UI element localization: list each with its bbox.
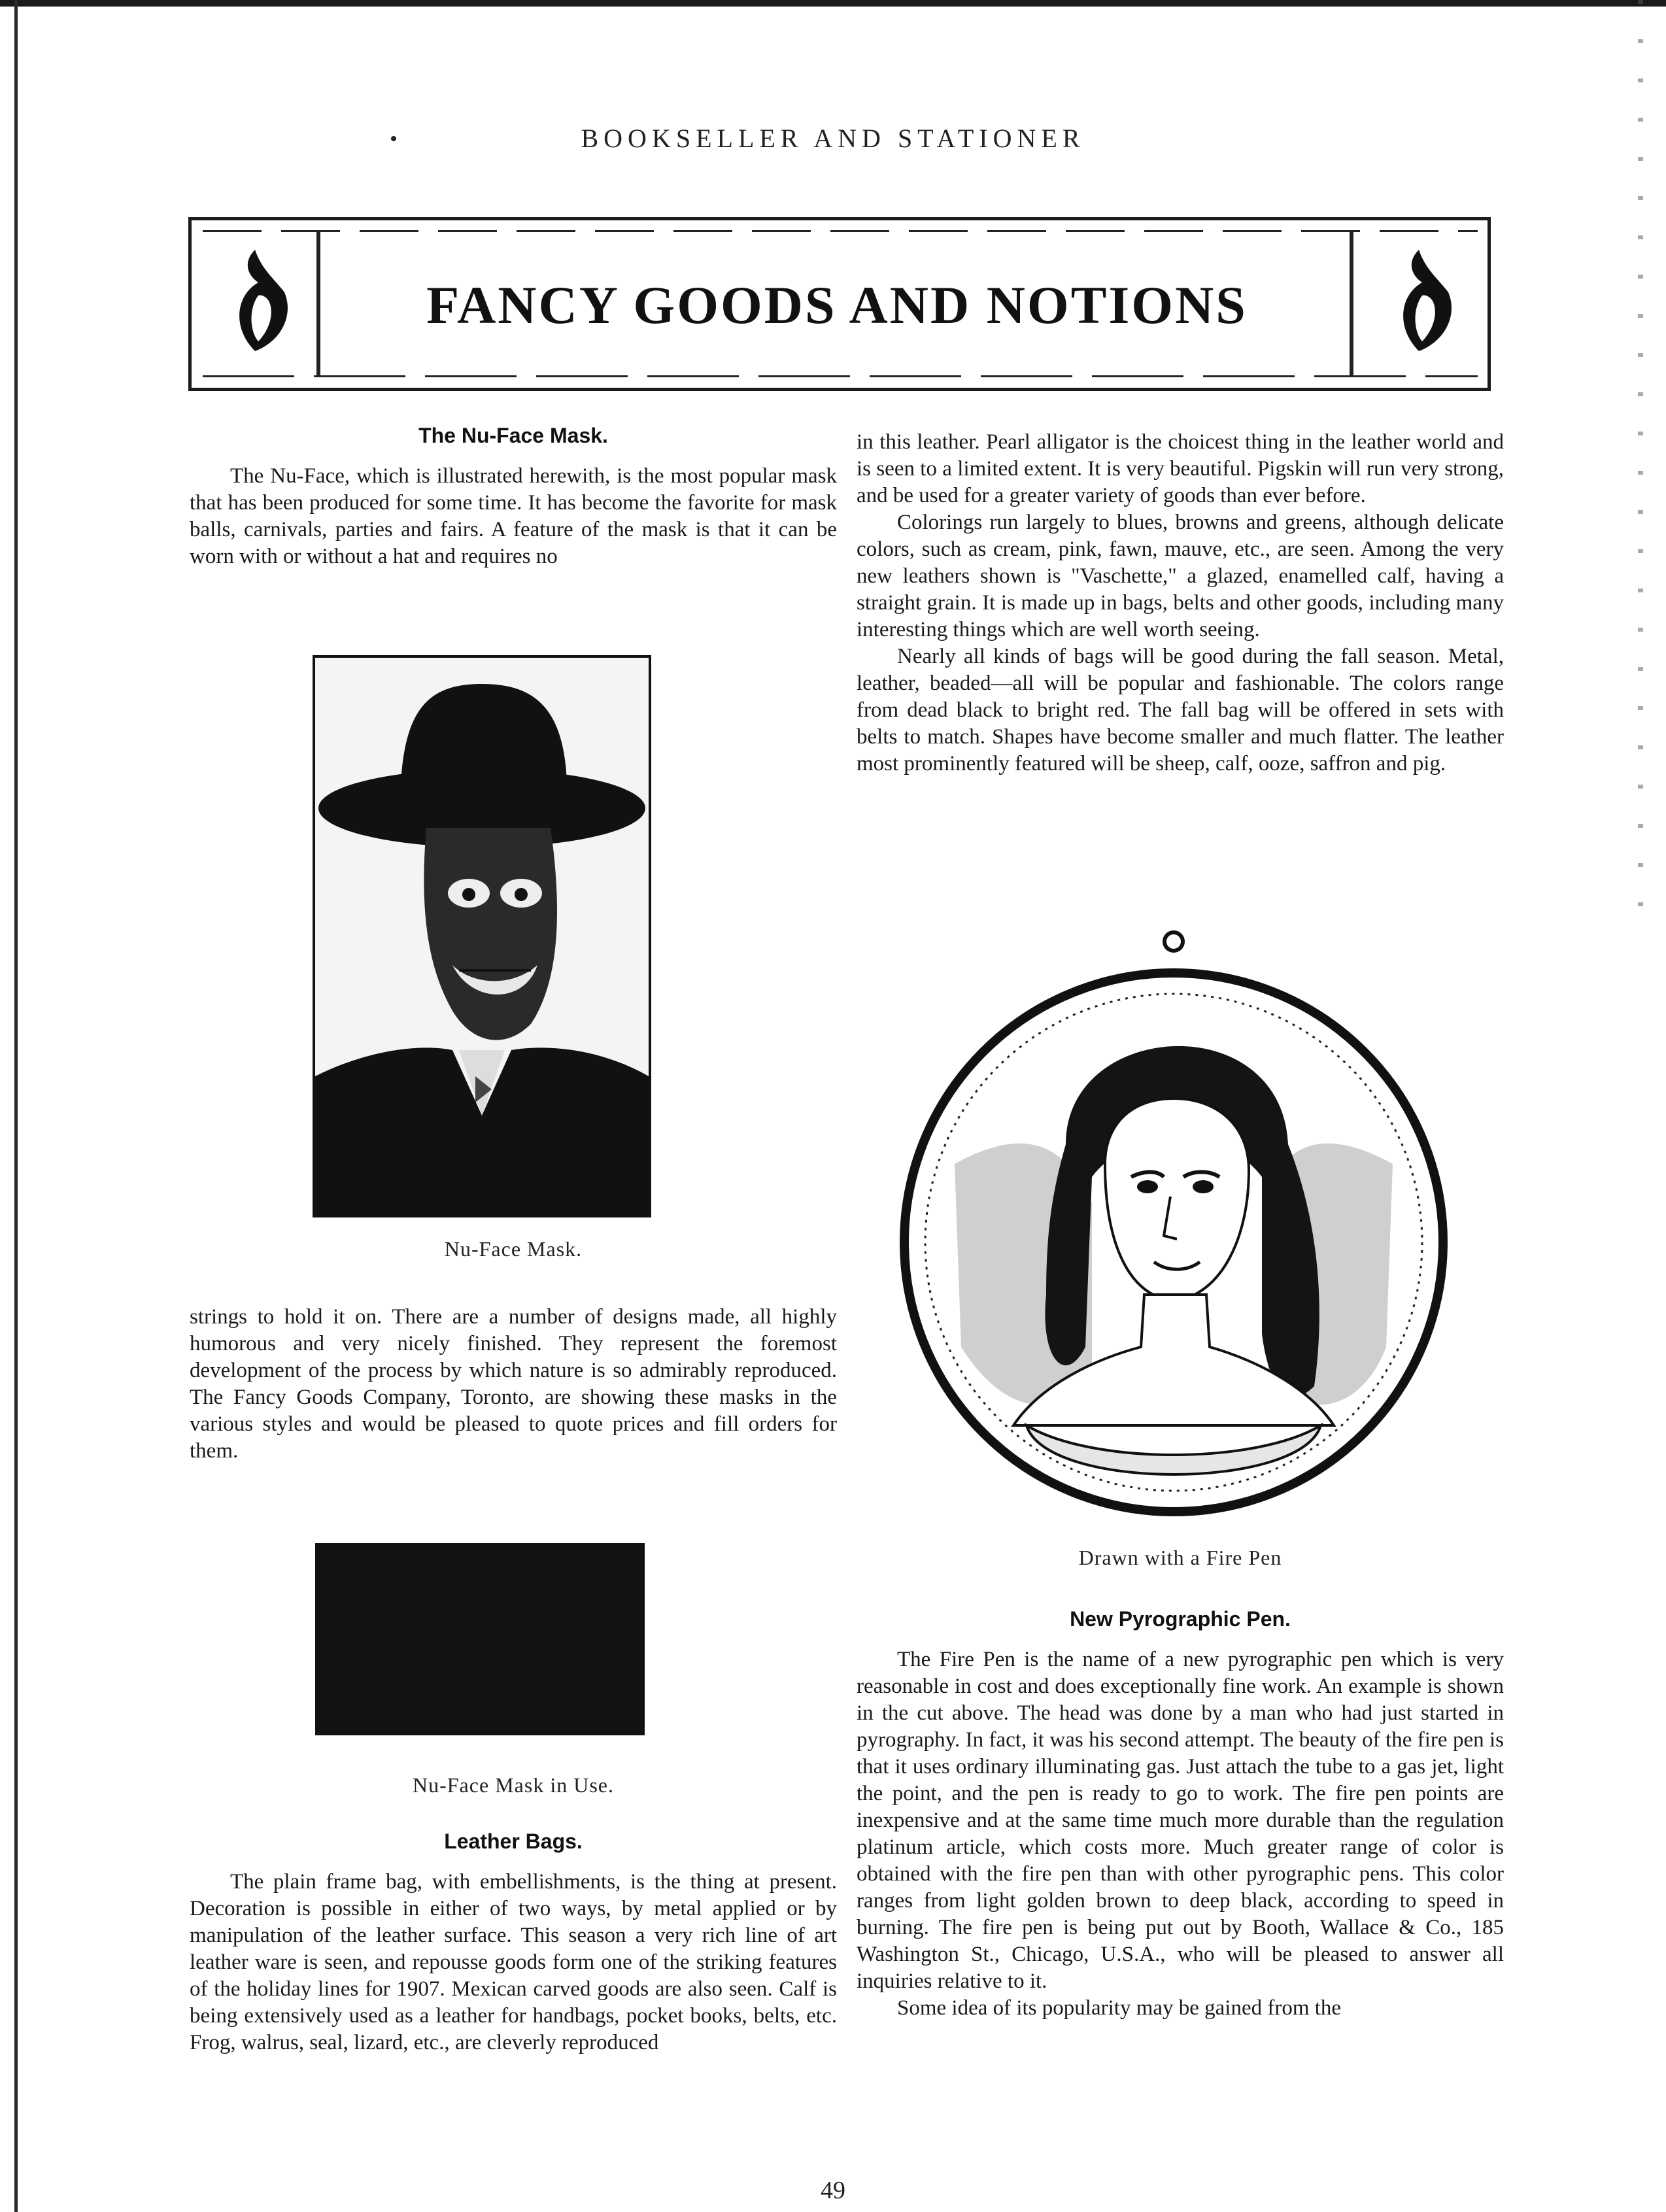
pyrographic-pen-paragraph-1: The Fire Pen is the name of a new pyrographic pen which is very reasonable in cost and does exceptionally fine work. An example is shown in the cut above. The head was done by a man who had just started in pyrography. In fact, it was his second attempt. The beauty of the fire pen is that it uses ordinary illuminating gas. Just attach the tube to a gas jet, light the point, and the pen is ready to go to work. The fire pen points are inexpensive and at the same time much more durable than the regulation platinum article, which costs more. Much greater range of color is obtained with the fire pen than with other pyrographic pens. This color ranges from light golden brown to deep black, according to speed in burning. The fire pen is being put out by Booth, Wallace & Co., 185 Washington St., Chicago, U.S.A., who will be pleased to answer all inquiries relative to it. [857, 1648, 1504, 1993]
leaf-ornament-left-icon [229, 243, 301, 361]
leather-paragraph-2: Colorings run largely to blues, browns and greens, although delicate colors, such as cream, pink, fawn, mauve, etc., are seen. Among the very new leathers shown is "Vaschette," a glazed, enamelled calf, having a straight grain. It is made up in bags, belts and other goods, including many interesting things which are well worth seeing. [857, 511, 1504, 641]
nu-face-mask-photo [313, 655, 651, 1217]
portrait-caption: Drawn with a Fire Pen [1078, 1546, 1282, 1569]
banner-divider-left [316, 230, 320, 377]
pyrographic-pen-heading: New Pyrographic Pen. [1070, 1607, 1291, 1631]
pyrographic-pen-text [857, 1646, 1504, 2022]
mask-paragraph-1 [190, 463, 837, 570]
masked-man-illustration [315, 658, 649, 1215]
mask-in-use-caption: Nu-Face Mask in Use. [413, 1773, 614, 1797]
fire-pen-portrait [896, 928, 1452, 1530]
mask-paragraph-1-text: The Nu-Face, which is illustrated herewith, is the most popular mask that has been produced for some time. It has become the favorite for mask balls, carnivals, parties and fairs. A feature of the mask is that it can be worn with or without a hat and requires no [190, 464, 837, 568]
nu-face-mask-in-use-photo [315, 1543, 645, 1735]
running-head: BOOKSELLER AND STATIONER [581, 124, 1085, 153]
banner-divider-right [1350, 230, 1353, 377]
banner-rule-bottom [203, 375, 1478, 377]
pyrographic-pen-paragraph-2: Some idea of its popularity may be gained from the [897, 1996, 1342, 2020]
leaf-ornament-right-icon [1393, 243, 1465, 361]
leather-paragraph-1: in this leather. Pearl alligator is the choicest thing in the leather world and is seen to a limited extent. It is very beautiful. Pigskin will run very strong, and be used for a greater variety of goods than ever before. [857, 430, 1504, 507]
banner-rule-top [203, 230, 1478, 232]
leather-paragraph-3: Nearly all kinds of bags will be good during the fall season. Metal, leather, beaded—all will be popular and fashionable. The colors range from dead black to bright red. The fall bag will be offered in sets with belts to match. Shapes have become smaller and much flatter. The leather most prominently featured will be sheep, calf, ooze, saffron and pig. [857, 645, 1504, 775]
section-title: FANCY GOODS AND NOTIONS [426, 275, 1248, 335]
leather-continued [857, 429, 1504, 777]
leather-bags-paragraph [190, 1869, 837, 2056]
page-edge [14, 0, 18, 2212]
mask-paragraph-2 [190, 1304, 837, 1465]
page-number: 49 [821, 2177, 845, 2204]
mask-heading: The Nu-Face Mask. [418, 424, 608, 447]
mask-paragraph-2-text: strings to hold it on. There are a number of designs made, all highly humorous and very nicely finished. They represent the foremost development of the process by which nature is so admirably reproduced. The Fancy Goods Company, Toronto, are showing these masks in the various styles and would be pleased to quote prices and fill orders for them. [190, 1305, 837, 1463]
leather-bags-heading: Leather Bags. [444, 1829, 583, 1853]
leather-bags-paragraph-text: The plain frame bag, with embellishments, is the thing at present. Decoration is possible in either of two ways, by metal applied or by manipulation of the leather surface. This season a very rich line of art leather ware is seen, and repousse goods form one of the striking features of the holiday lines for 1907. Mexican carved goods are also seen. Calf is being extensively used as a leather for handbags, pocket books, belts, etc. Frog, walrus, seal, lizard, etc., are cleverly reproduced [190, 1870, 837, 2054]
top-rule [0, 0, 1666, 7]
mask-caption: Nu-Face Mask. [444, 1237, 583, 1261]
